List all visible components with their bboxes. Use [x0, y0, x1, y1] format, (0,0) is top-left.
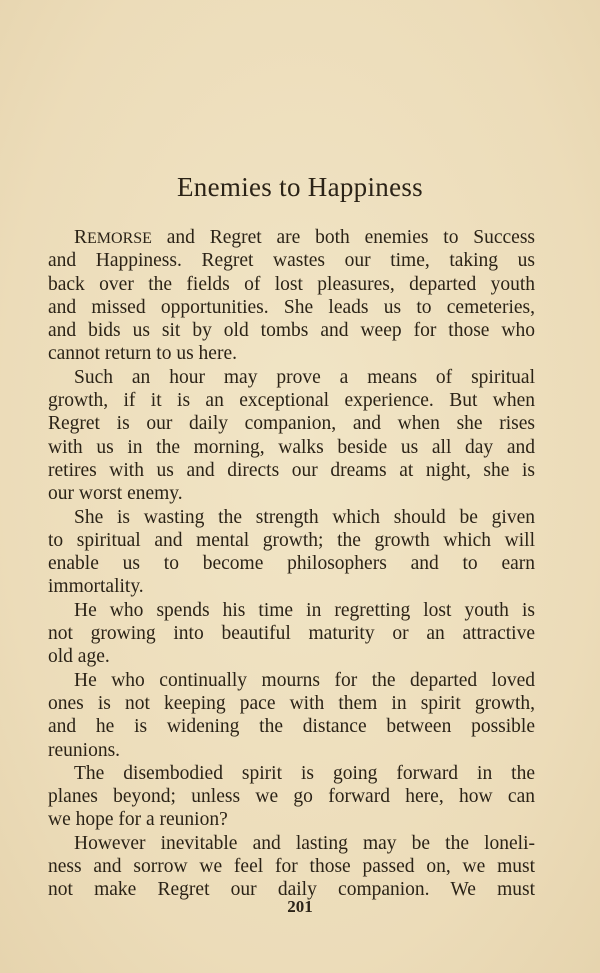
paragraph [48, 832, 535, 902]
text-line: and he is widening the distance between possible [48, 716, 535, 738]
line-text: and Regret are both enemies to Success [151, 227, 535, 248]
text-line: ones is not keeping pace with them in spirit growth, [48, 692, 535, 714]
chapter-body [48, 226, 535, 902]
page-number: 201 [287, 897, 313, 916]
text-line: cannot return to us here. [48, 343, 237, 365]
paragraph [48, 226, 535, 366]
text-line: and Happiness. Regret wastes our time, taking us [48, 250, 535, 272]
text-line: retires with us and directs our dreams at night, she is [48, 459, 535, 481]
text-line: She is wasting the strength which should be given [74, 506, 535, 528]
text-line: not make Regret our daily companion. We must [48, 879, 535, 901]
text-line: our worst enemy. [48, 483, 183, 505]
text-line: Such an hour may prove a means of spiritual [74, 366, 535, 388]
text-line: and missed opportunities. She leads us to cemeteries, [48, 296, 535, 318]
paragraph [48, 669, 535, 762]
paragraph [48, 366, 535, 506]
text-line: we hope for a reunion? [48, 809, 228, 831]
text-line [48, 226, 535, 249]
text-line: with us in the morning, walks beside us all day and [48, 436, 535, 458]
text-line: old age. [48, 646, 110, 668]
text-line: Regret is our daily companion, and when she rises [48, 413, 535, 435]
text-line: However inevitable and lasting may be the loneli- [74, 832, 535, 854]
text-line: immortality. [48, 576, 144, 598]
text-line: He who spends his time in regretting lost youth is [74, 599, 535, 621]
paragraph [48, 599, 535, 669]
text-line: back over the fields of lost pleasures, departed youth [48, 273, 535, 295]
paragraph [48, 506, 535, 599]
text-line: planes beyond; unless we go forward here, how can [48, 786, 535, 808]
text-line: reunions. [48, 739, 121, 761]
text-line: ness and sorrow we feel for those passed on, we must [48, 856, 535, 878]
text-line: He who continually mourns for the departed loved [74, 669, 535, 691]
text-line: The disembodied spirit is going forward in the [74, 762, 535, 784]
text-line: to spiritual and mental growth; the growth which will [48, 529, 535, 551]
text-line: and bids us sit by old tombs and weep for those who [48, 320, 535, 342]
drop-word: REMORSE [74, 227, 152, 248]
chapter-title: Enemies to Happiness [177, 172, 423, 202]
text-line: enable us to become philosophers and to earn [48, 553, 535, 575]
paragraph [48, 762, 535, 832]
text-line: growth, if it is an exceptional experience. But when [48, 390, 535, 412]
text-line: not growing into beautiful maturity or an attractive [48, 623, 535, 645]
